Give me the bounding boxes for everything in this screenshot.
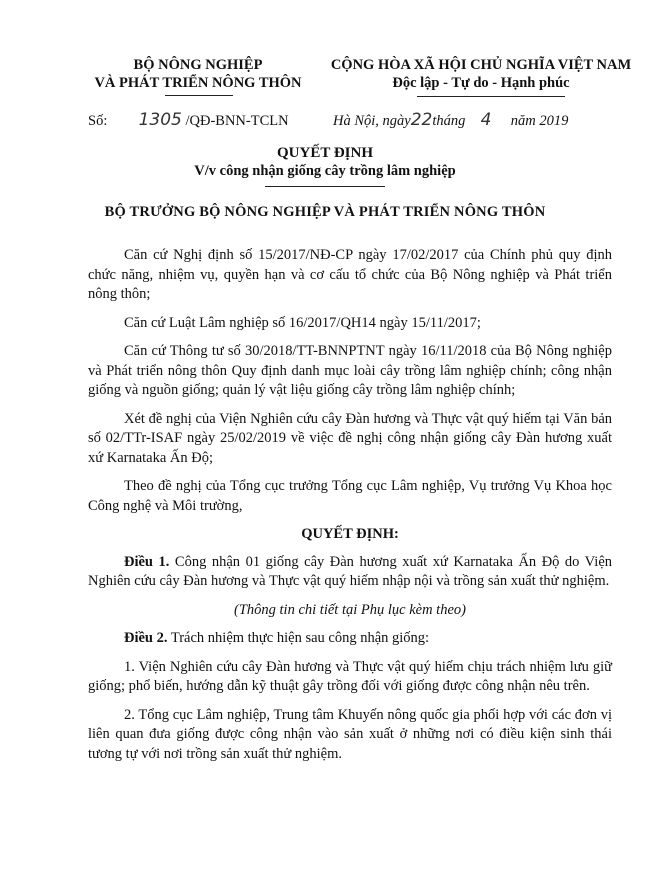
national-motto: Độc lập - Tự do - Hạnh phúc [392, 75, 570, 91]
ministry-name-line1: BỘ NÔNG NGHIỆP [133, 57, 263, 73]
date-month: 4 [480, 110, 492, 130]
document-body [88, 246, 612, 773]
ministry-underline [165, 95, 233, 96]
basis-paragraph-4: Xét đề nghị của Viện Nghiên cứu cây Đàn hương và Thực vật quý hiếm tại Văn bản số 02/TTr-ISAF ngày 25/02/2019 về việc đề nghị công nhận giống cây Đàn hương xuất xứ Karnataka Ấn Độ; [88, 410, 612, 466]
document-title: QUYẾT ĐỊNH [277, 145, 373, 161]
basis-paragraph-3: Căn cứ Thông tư số 30/2018/TT-BNNPTNT ngày 16/11/2018 của Bộ Nông nghiệp và Phát triển nông thôn Quy định danh mục loài cây trồng lâm nghiệp chính; công nhận giống và nguồn giống; quản lý vật liệu giống cây trồng lâm nghiệp chính; [88, 343, 612, 398]
document-subject: V/v công nhận giống cây trồng lâm nghiệp [194, 163, 456, 179]
motto-underline [417, 96, 565, 97]
number-label: Số: [88, 113, 108, 129]
article-2-item-1: 1. Viện Nghiên cứu cây Đàn hương và Thực vật quý hiếm chịu trách nhiệm lưu giữ giống; phổ biến, hướng dẫn kỹ thuật gây trồng đối với giống được công nhận nêu trên. [88, 658, 612, 694]
issuing-authority: BỘ TRƯỞNG BỘ NÔNG NGHIỆP VÀ PHÁT TRIỂN NÔNG THÔN [104, 204, 546, 220]
republic-name: CỘNG HÒA XÃ HỘI CHỦ NGHĨA VIỆT NAM [330, 57, 632, 73]
article-2-text: Trách nhiệm thực hiện sau công nhận giống: [167, 630, 430, 646]
basis-paragraph-2: Căn cứ Luật Lâm nghiệp số 16/2017/QH14 ngày 15/11/2017; [124, 314, 481, 331]
basis-paragraph-1: Căn cứ Nghị định số 15/2017/NĐ-CP ngày 17/02/2017 của Chính phủ quy định chức năng, nhiệm vụ, quyền hạn và cơ cấu tổ chức của Bộ Nông nghiệp và Phát triển nông thôn; [88, 247, 612, 302]
article-2 [88, 629, 612, 649]
ministry-block [88, 56, 308, 92]
date-day: 22 [410, 110, 433, 130]
number-suffix: /QĐ-BNN-TCLN [185, 113, 289, 129]
date-year: năm 2019 [510, 113, 569, 129]
appendix-note: (Thông tin chi tiết tại Phụ lục kèm theo) [234, 601, 466, 618]
republic-block [316, 56, 646, 92]
issue-date [333, 110, 568, 130]
ministry-name-line2: VÀ PHÁT TRIỂN NÔNG THÔN [94, 75, 302, 91]
article-2-item-2: 2. Tổng cục Lâm nghiệp, Trung tâm Khuyến nông quốc gia phối hợp với các đơn vị liên quan đưa giống được công nhận vào sản xuất ở những nơi có điều kiện sinh thái tương tự với nơi trồng sản xuất thử nghiệm. [88, 706, 612, 762]
article-1 [88, 553, 612, 592]
date-month-label: tháng [432, 113, 466, 129]
article-1-label: Điều 1. [124, 553, 170, 570]
number-handwritten: 1305 [138, 110, 182, 130]
document-number [88, 110, 289, 130]
article-1-text: Công nhận 01 giống cây Đàn hương xuất xứ Karnataka Ấn Độ do Viện Nghiên cứu cây Đàn hương và Thực vật quý hiếm nhập nội và trồng sản xuất thử nghiệm. [88, 553, 613, 589]
basis-paragraph-5: Theo đề nghị của Tổng cục trưởng Tổng cục Lâm nghiệp, Vụ trưởng Vụ Khoa học Công nghệ và Môi trường, [88, 478, 612, 514]
decision-heading: QUYẾT ĐỊNH: [301, 526, 399, 542]
article-2-label: Điều 2. [124, 630, 168, 646]
date-prefix: Hà Nội, ngày [333, 113, 411, 129]
subject-underline [265, 186, 385, 187]
